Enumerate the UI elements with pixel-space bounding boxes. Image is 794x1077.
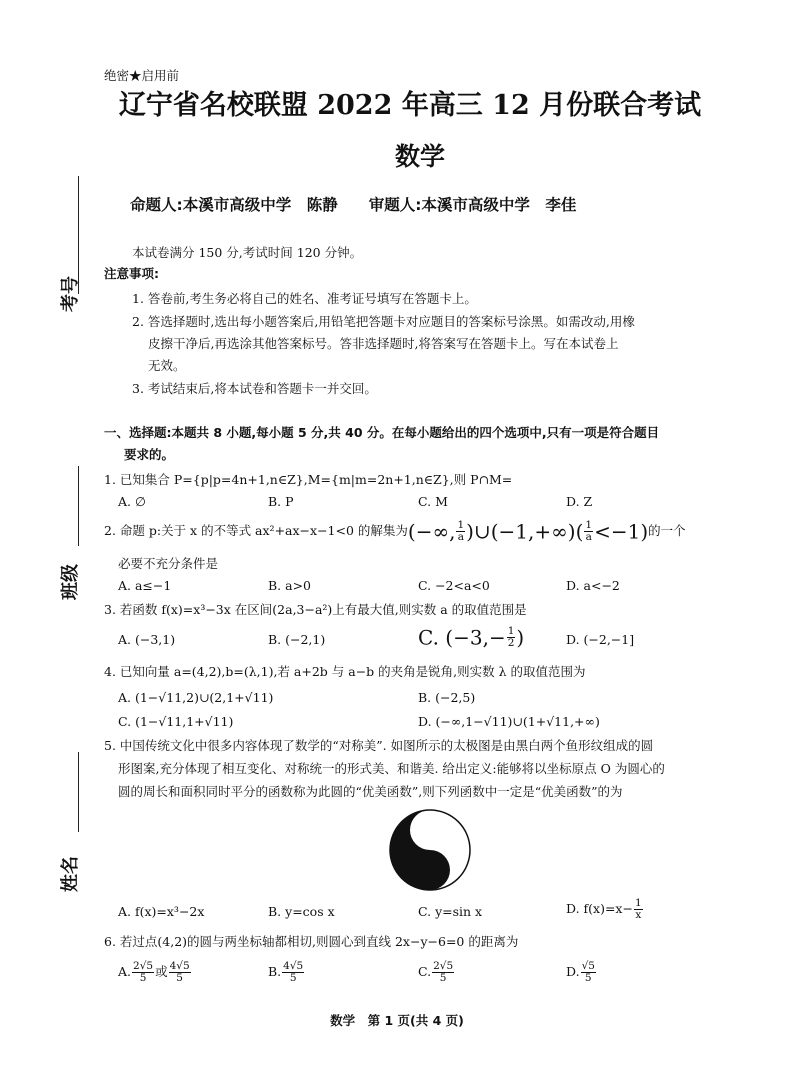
page-footer: 数学 第 1 页(共 4 页) <box>330 1013 464 1028</box>
q6-a-frac1 <box>132 961 154 984</box>
q2-fraction <box>456 520 465 543</box>
taiji-black-dot <box>427 867 433 873</box>
q6-option-d <box>566 958 597 986</box>
q6-a-label: A. <box>118 964 132 979</box>
q4-option-d: D. (−∞,1−√11)∪(1+√11,+∞) <box>418 714 600 729</box>
q6-option-a <box>118 958 192 986</box>
q3-option-d: D. (−2,−1] <box>566 632 635 647</box>
q6-a-or: 或 <box>155 964 168 979</box>
q6-a-den1: 5 <box>139 972 147 984</box>
q2-option-d: D. a<−2 <box>566 578 620 593</box>
q6-b-label: B. <box>268 964 282 979</box>
q6-c-den: 5 <box>439 972 447 984</box>
taiji-figure <box>388 808 472 892</box>
authors-line: 命题人:本溪市高级中学 陈静 审题人:本溪市高级中学 李佳 <box>130 196 577 214</box>
q5-option-d <box>566 896 644 922</box>
q4-option-c: C. (1−√11,1+√11) <box>118 714 234 729</box>
q3-c-fraction <box>507 626 516 649</box>
q6-b-frac <box>282 961 304 984</box>
q6-c-label: C. <box>418 964 432 979</box>
q6-b-num: 4√5 <box>283 960 304 972</box>
q2-set-left: (−∞, <box>407 519 456 544</box>
q2-cond-den: a <box>585 531 592 543</box>
q3-option-b: B. (−2,1) <box>268 632 326 647</box>
page-title: 辽宁省名校联盟 2022 年高三 12 月份联合考试 <box>118 90 702 121</box>
q1-stem: 1. 已知集合 P={p|p=4n+1,n∈Z},M={m|m=2n+1,n∈Z},则 P∩M= <box>104 472 513 487</box>
q5-d-text: D. f(x)=x− <box>566 901 633 916</box>
q1-option-d: D. Z <box>566 494 593 509</box>
section-heading: 一、选择题:本题共 8 小题,每小题 5 分,共 40 分。在每小题给出的四个选项中,只有一项是符合题目 <box>104 425 660 440</box>
q5-option-c: C. y=sin x <box>418 904 483 919</box>
notice-1: 1. 答卷前,考生务必将自己的姓名、准考证号填写在答题卡上。 <box>132 291 477 306</box>
q5-d-num: 1 <box>634 897 642 909</box>
q6-b-den: 5 <box>289 972 297 984</box>
q5-stem-a: 5. 中国传统文化中很多内容体现了数学的“对称美”. 如图所示的太极图是由黑白两个鱼形纹组成的圆 <box>104 738 654 753</box>
binding-line-2 <box>78 466 79 546</box>
q6-c-frac <box>432 961 454 984</box>
q6-d-frac <box>581 961 596 984</box>
taiji-white-dot <box>427 827 433 833</box>
notice-2b: 皮擦干净后,再选涂其他答案标号。答非选择题时,将答案写在答题卡上。写在本试卷上 <box>148 336 619 351</box>
q5-stem-b: 形图案,充分体现了相互变化、对称统一的形式美、和谐美. 给出定义:能够将以坐标原点 O 为圆心的 <box>118 761 665 776</box>
exam-intro: 本试卷满分 150 分,考试时间 120 分钟。 <box>132 245 363 260</box>
q6-d-label: D. <box>566 964 580 979</box>
binding-line-3 <box>78 752 79 832</box>
q1-option-b: B. P <box>268 494 294 509</box>
q6-a-frac2 <box>169 961 191 984</box>
q6-a-num2: 4√5 <box>169 960 190 972</box>
q2-option-b: B. a>0 <box>268 578 312 593</box>
class-label: 班级 <box>60 564 81 600</box>
q2-frac-num: 1 <box>457 519 465 531</box>
q1-option-c: C. M <box>418 494 448 509</box>
q6-c-num: 2√5 <box>433 960 454 972</box>
q3-option-a: A. (−3,1) <box>118 632 176 647</box>
name-label: 姓名 <box>60 856 81 892</box>
subject-title: 数学 <box>394 142 445 171</box>
q5-stem-c: 圆的周长和面积同时平分的函数称为此圆的“优美函数”,则下列函数中一定是“优美函数”的为 <box>118 784 623 799</box>
q3-c-den: 2 <box>507 637 515 649</box>
q5-d-den: x <box>635 909 642 921</box>
q2-set-right: )∪(−1,+∞) <box>466 519 576 544</box>
q2-stem-text: 2. 命题 p:关于 x 的不等式 ax²+ax−x−1<0 的解集为 <box>104 523 408 538</box>
q6-option-b <box>268 958 305 986</box>
q6-d-num: √5 <box>581 960 595 972</box>
q5-option-a: A. f(x)=x³−2x <box>118 904 205 919</box>
q4-stem: 4. 已知向量 a=(4,2),b=(λ,1),若 a+2b 与 a−b 的夹角是锐角,则实数 λ 的取值范围为 <box>104 664 586 679</box>
q6-stem: 6. 若过点(4,2)的圆与两坐标轴都相切,则圆心到直线 2x−y−6=0 的距离为 <box>104 934 519 949</box>
q5-d-fraction <box>634 898 643 921</box>
q3-c-num: 1 <box>507 625 515 637</box>
q2-stem <box>104 518 686 545</box>
q3-option-c <box>418 624 524 651</box>
section-heading-cont: 要求的。 <box>124 447 175 462</box>
q4-option-b: B. (−2,5) <box>418 690 476 705</box>
q6-option-c <box>418 958 455 986</box>
q1-option-a: A. ∅ <box>118 494 146 509</box>
q4-option-a: A. (1−√11,2)∪(2,1+√11) <box>118 690 274 705</box>
notice-2a: 2. 答选择题时,选出每小题答案后,用铅笔把答题卡对应题目的答案标号涂黑。如需改动,用橡 <box>132 314 635 329</box>
q2-stem-tail: 的一个 <box>648 523 686 538</box>
q3-c-right: ) <box>516 625 525 650</box>
q2-cond-num: 1 <box>585 519 593 531</box>
q2-option-c: C. −2<a<0 <box>418 578 490 593</box>
q6-a-den2: 5 <box>176 972 183 984</box>
exam-number-label: 考号 <box>60 276 81 312</box>
notice-3: 3. 考试结束后,将本试卷和答题卡一并交回。 <box>132 381 377 396</box>
q6-d-den: 5 <box>584 972 592 984</box>
q3-c-left: C. (−3,− <box>418 625 506 650</box>
q2-option-a: A. a≤−1 <box>118 578 172 593</box>
q5-option-b: B. y=cos x <box>268 904 335 919</box>
q2-cond-left: ( <box>575 519 584 544</box>
notice-title: 注意事项: <box>104 266 159 281</box>
q3-stem: 3. 若函数 f(x)=x³−3x 在区间(2a,3−a²)上有最大值,则实数 a 的取值范围是 <box>104 602 527 617</box>
q2-cond-right: <−1) <box>594 519 649 544</box>
q6-a-num1: 2√5 <box>133 960 154 972</box>
q2-stem-cont: 必要不充分条件是 <box>118 556 219 571</box>
q2-cond-fraction <box>584 520 593 543</box>
secret-mark: 绝密★启用前 <box>104 68 180 83</box>
q2-frac-den: a <box>457 531 464 543</box>
notice-2c: 无效。 <box>148 358 186 373</box>
